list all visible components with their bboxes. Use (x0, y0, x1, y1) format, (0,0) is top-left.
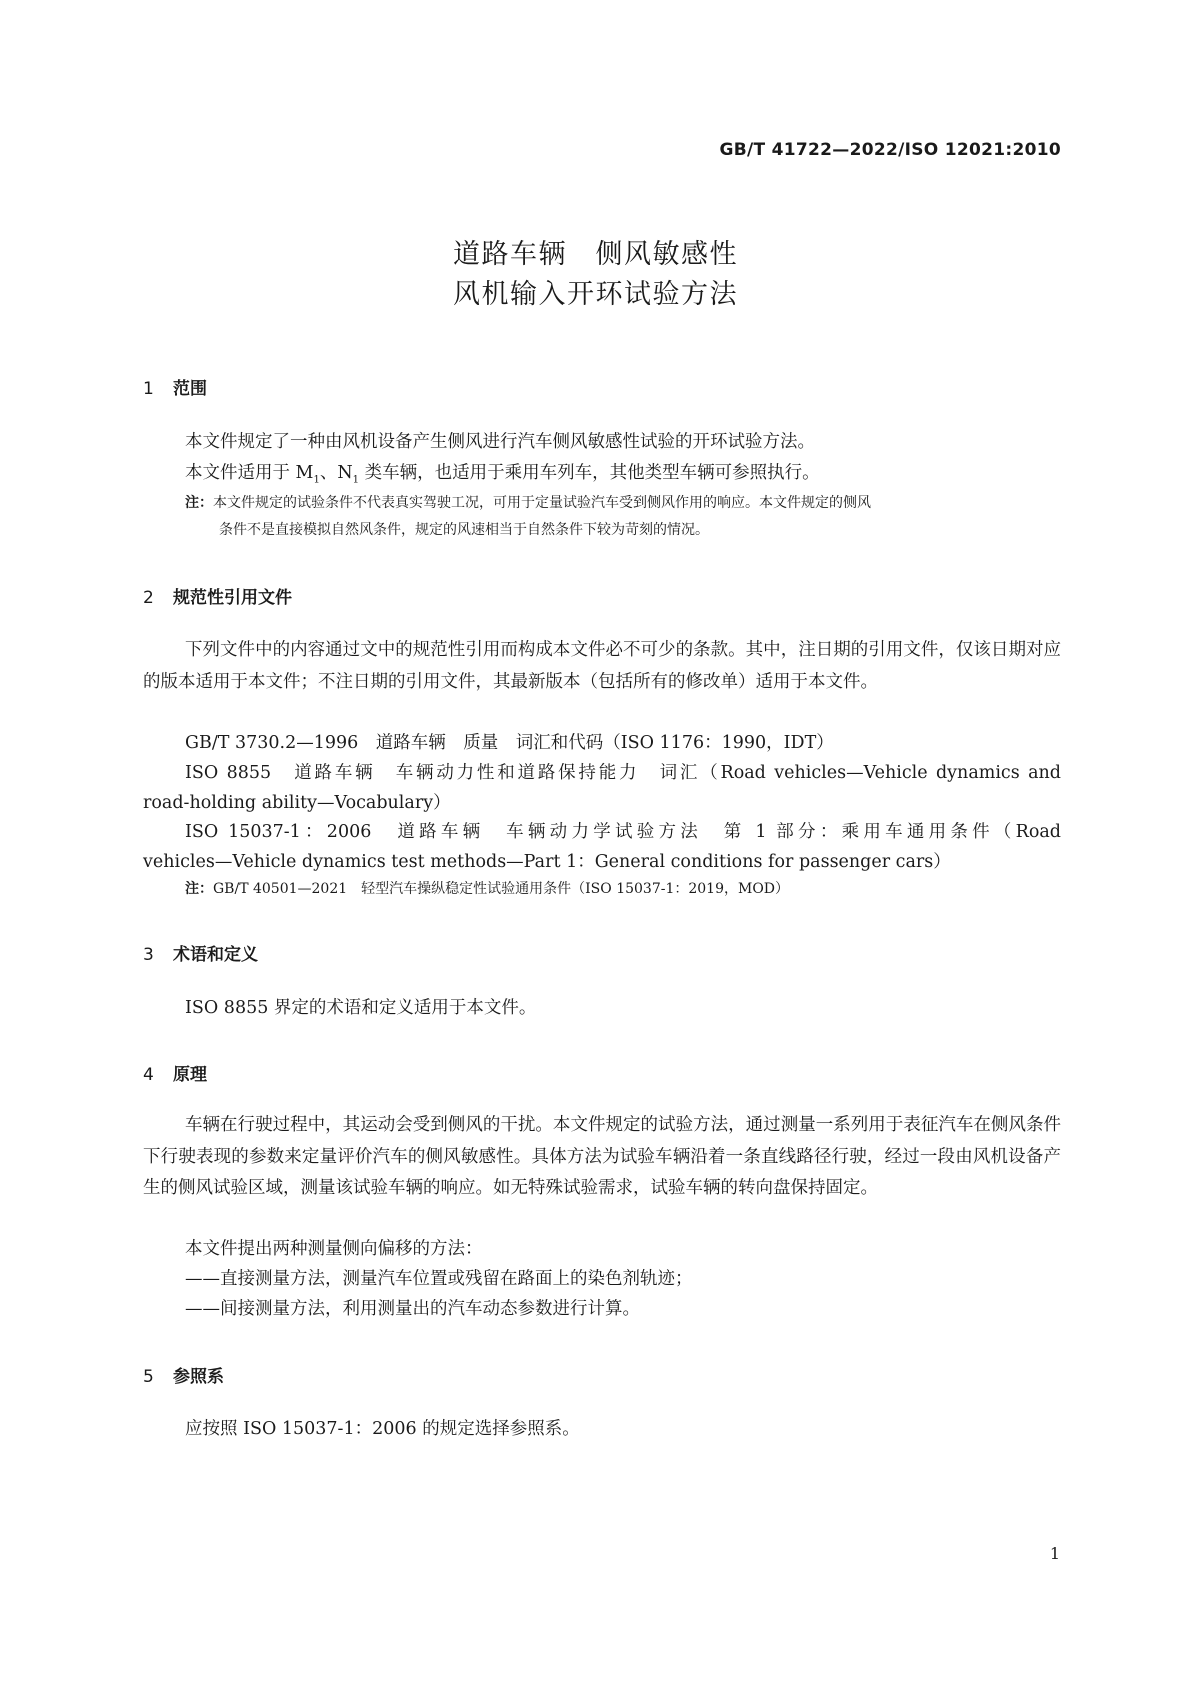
note-label: 注： (185, 881, 213, 897)
section-number: 1 (143, 379, 154, 399)
section-2-note (185, 876, 1061, 903)
section-1-para-1: 本文件规定了一种由风机设备产生侧风进行汽车侧风敏感性试验的开环试验方法。 (185, 432, 815, 452)
reference-gbt-3730: GB/T 3730.2—1996 道路车辆 质量 词汇和代码（ISO 1176：1990，IDT） (185, 733, 834, 753)
title-line-2: 风机输入开环试验方法 (453, 279, 738, 310)
section-number: 4 (143, 1065, 154, 1085)
page-number: 1 (1049, 1544, 1060, 1563)
reference-iso-8855-line-2: road-holding ability—Vocabulary） (143, 793, 451, 813)
section-number: 2 (143, 588, 154, 608)
section-3-para-1: ISO 8855 界定的术语和定义适用于本文件。 (185, 998, 537, 1018)
section-5-heading (143, 1362, 224, 1387)
section-3-heading (143, 940, 258, 965)
reference-iso-15037-line-2: vehicles—Vehicle dynamics test methods—Part 1：General conditions for passenger cars） (143, 852, 951, 872)
note-line-1: 本文件规定的试验条件不代表真实驾驶工况，可用于定量试验汽车受到侧风作用的响应。本文件规定的侧风 (213, 495, 871, 511)
section-2-para-1: 下列文件中的内容通过文中的规范性引用而构成本文件必不可少的条款。其中，注日期的引用文件，仅该日期对应的版本适用于本文件；不注日期的引用文件，其最新版本（包括所有的修改单）适用于本文件。 (143, 640, 1061, 692)
document-code: GB/T 41722—2022/ISO 12021:2010 (719, 140, 1061, 160)
section-title: 范围 (173, 379, 207, 399)
list-item-indirect-method: ——间接测量方法，利用测量出的汽车动态参数进行计算。 (185, 1299, 640, 1319)
note-label: 注： (185, 495, 213, 511)
title-line-1: 道路车辆 侧风敏感性 (453, 239, 738, 270)
section-5-para-1: 应按照 ISO 15037-1：2006 的规定选择参照系。 (185, 1419, 580, 1439)
section-title: 原理 (173, 1065, 207, 1085)
section-title: 参照系 (173, 1367, 224, 1387)
section-1-heading (143, 374, 207, 399)
reference-iso-15037-line-1: ISO 15037-1：2006 道路车辆 车辆动力学试验方法 第 1 部分：乘用车通用条件（Road (185, 822, 1061, 842)
section-4-heading (143, 1060, 207, 1085)
section-1-para-2: 本文件适用于 $M_1$、$N_1$ 类车辆，也适用于乘用车列车，其他类型车辆可参照执行。 (185, 463, 820, 486)
section-4-para-2: 本文件提出两种测量侧向偏移的方法： (185, 1239, 483, 1259)
section-title: 术语和定义 (173, 945, 258, 965)
note-line-2: 条件不是直接模拟自然风条件，规定的风速相当于自然条件下较为苛刻的情况。 (219, 522, 709, 538)
section-4-para-1: 车辆在行驶过程中，其运动会受到侧风的干扰。本文件规定的试验方法，通过测量一系列用于表征汽车在侧风条件下行驶表现的参数来定量评价汽车的侧风敏感性。具体方法为试验车辆沿着一条直线路径行驶，经过一段由风机设备产生的侧风试验区域，测量该试验车辆的响应。如无特殊试验需求，试验车辆的转向盘保持固定。 (143, 1115, 1061, 1198)
reference-iso-8855-line-1: ISO 8855 道路车辆 车辆动力性和道路保持能力 词汇（Road vehicles—Vehicle dynamics and (185, 763, 1061, 783)
note-text: GB/T 40501—2021 轻型汽车操纵稳定性试验通用条件（ISO 15037-1：2019，MOD） (213, 881, 790, 897)
section-number: 3 (143, 945, 154, 965)
section-1-note (185, 490, 1061, 544)
section-title: 规范性引用文件 (173, 588, 292, 608)
list-item-direct-method: ——直接测量方法，测量汽车位置或残留在路面上的染色剂轨迹； (185, 1269, 693, 1289)
section-number: 5 (143, 1367, 154, 1387)
section-2-heading (143, 583, 292, 608)
